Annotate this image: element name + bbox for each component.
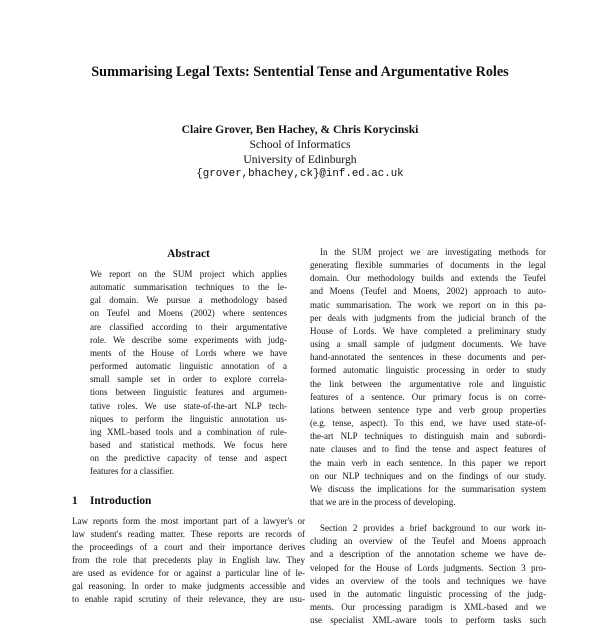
- body-line: per deals with judgments from the judicial branch of the: [310, 312, 546, 323]
- body-line: domain. Our methodology builds and extends the Teufel: [310, 273, 546, 284]
- body-line: veloped for the House of Lords judgments. Section 3 pro-: [310, 562, 546, 573]
- body-line: used in the automatic linguistic processing of the judg-: [310, 588, 546, 599]
- body-line: and Moens (Teufel and Moens, 2002) approach to auto-: [310, 286, 546, 297]
- section-number: 1: [72, 494, 78, 507]
- body-line: nate clauses and to find the tense and aspect features of: [310, 444, 546, 455]
- body-line: using a small sample of judgment documents. We have: [310, 339, 546, 350]
- body-line: House of Lords. We have completed a preliminary study: [310, 325, 546, 336]
- body-line: features of a sentence. Our primary focus is on corre-: [310, 391, 546, 402]
- abstract-line: niques to perform the linguistic annotation us-: [90, 413, 287, 424]
- abstract-line: ing XML-based tools and a combination of rule-: [90, 426, 287, 437]
- right-paragraph-1: [310, 246, 546, 509]
- body-line: We discuss the implications for the summarisation system: [310, 483, 546, 494]
- abstract-line: on the predictive capacity of tense and aspect: [90, 453, 287, 464]
- right-paragraph-2: [310, 522, 546, 627]
- intro-line: Law reports form the most important part of a lawyer's or: [72, 515, 305, 526]
- introduction-heading: [72, 493, 305, 509]
- abstract-line: are classified according to their argumentative: [90, 321, 287, 332]
- body-line: Section 2 provides a brief background to our work in-: [320, 523, 546, 534]
- body-line: generating flexible summaries of documents in the legal: [310, 260, 546, 271]
- intro-line: the proceedings of a court and their importance derives: [72, 541, 305, 552]
- body-line: and a description of the annotation scheme we have de-: [310, 549, 546, 560]
- affiliation-school: School of Informatics: [249, 138, 351, 151]
- abstract-body: [90, 268, 287, 479]
- body-line: on our NLP techniques and on the findings of our study.: [310, 470, 546, 481]
- abstract-line: features for a classifier.: [90, 466, 174, 477]
- author-names: Claire Grover, Ben Hachey, & Chris Korycinski: [181, 123, 419, 136]
- abstract-line: based and statistical methods. We focus here: [90, 440, 287, 451]
- abstract-line: gal domain. We pursue a methodology based: [90, 295, 287, 306]
- body-line: matic summarisation. The work we report on in this pa-: [310, 299, 546, 310]
- abstract-line: role. We describe some experiments with judg-: [90, 334, 287, 345]
- body-line: ments. Our processing paradigm is XML-based and we: [310, 602, 546, 613]
- abstract-line: on Teufel and Moens (2002) where sentences: [90, 308, 287, 319]
- left-column: [72, 246, 305, 607]
- abstract-line: We report on the SUM project which applies: [90, 269, 287, 279]
- paper-title: Summarising Legal Texts: Sentential Tense and Argumentative Roles: [91, 64, 509, 80]
- body-line: the-art NLP techniques to distinguish main and subordi-: [310, 431, 546, 442]
- intro-line: are used as evidence for or against a particular line of le-: [72, 568, 305, 579]
- intro-line: from the role that precedents play in English law. They: [72, 554, 305, 565]
- body-line: that we are in the process of developing.: [310, 496, 456, 507]
- introduction-body: [72, 515, 305, 607]
- body-line: the link between the argumentative role and linguistic: [310, 378, 546, 389]
- abstract-line: small sample set in order to explore correla-: [90, 374, 287, 385]
- abstract-heading: Abstract: [167, 248, 210, 260]
- intro-line: law student's reading matter. These reports are records of: [72, 528, 305, 539]
- body-line: vides an overview of the tools and techniques we have: [310, 575, 546, 586]
- abstract-line: tions between linguistic features and argumen-: [90, 387, 287, 398]
- abstract-line: performed automatic linguistic annotation of a: [90, 361, 287, 372]
- body-line: cluding an overview of the Teufel and Moens approach: [310, 536, 546, 547]
- body-line: formed automatic linguistic processing in order to study: [310, 365, 546, 376]
- body-line: (e.g. tense, aspect). To this end, we have used state-of-: [310, 418, 546, 429]
- affiliation-university: University of Edinburgh: [243, 153, 357, 166]
- body-line: the main verb in each sentence. In this paper we report: [310, 457, 546, 468]
- author-block: [0, 122, 600, 182]
- abstract-line: automatic summarisation techniques to the le-: [90, 282, 287, 293]
- author-email: {grover,bhachey,ck}@inf.ed.ac.uk: [196, 168, 404, 180]
- body-line: lations between sentence type and verb group properties: [310, 404, 546, 415]
- paragraph-gap: [310, 509, 546, 522]
- intro-line: to enable rapid scrutiny of their relevance, they are usu-: [72, 594, 305, 605]
- abstract-line: ments of the House of Lords where we have: [90, 347, 287, 358]
- body-line: In the SUM project we are investigating methods for: [320, 247, 546, 257]
- right-column: [310, 246, 546, 627]
- abstract-line: tative roles. We use state-of-the-art NLP tech-: [90, 400, 287, 411]
- section-title: Introduction: [90, 494, 152, 507]
- body-line: hand-annotated the sentences in these documents and per-: [310, 352, 546, 363]
- intro-line: gal reasoning. In order to make judgments accessible and: [72, 581, 305, 592]
- body-line: use specialist XML-aware tools to perform tasks such: [310, 615, 546, 626]
